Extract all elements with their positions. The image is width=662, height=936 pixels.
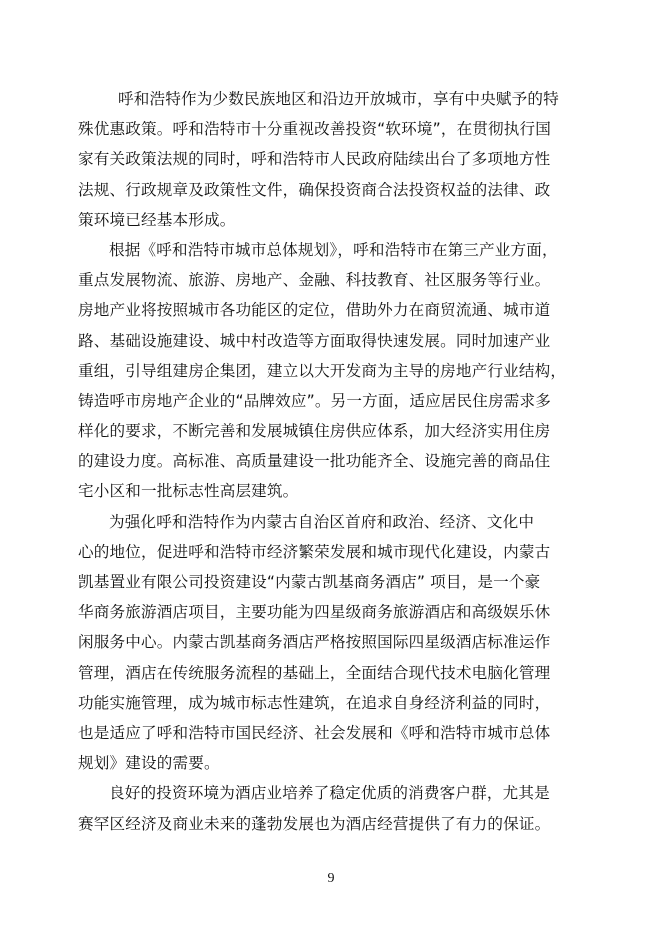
paragraph-line: 功能实施管理，成为城市标志性建筑，在追求自身经济利益的同时， bbox=[78, 693, 551, 712]
paragraph-line: 规划》建设的需要。 bbox=[78, 754, 220, 773]
paragraph-line: 殊优惠政策。呼和浩特市十分重视改善投资“软环境”，在贯彻执行国 bbox=[78, 120, 552, 139]
paragraph-line: 路、基础设施建设、城中村改造等方面取得快速发展。同时加速产业 bbox=[78, 331, 551, 350]
paragraph-line: 重组，引导组建房企集团，建立以大开发商为主导的房地产行业结构， bbox=[78, 361, 567, 380]
paragraph-line: 心的地位，促进呼和浩特市经济繁荣发展和城市现代化建设，内蒙古 bbox=[78, 542, 551, 561]
paragraph-line: 根据《呼和浩特市城市总体规划》，呼和浩特市在第三产业方面， bbox=[109, 240, 558, 259]
paragraph-line: 良好的投资环境为酒店业培养了稳定优质的消费客户群，尤其是 bbox=[109, 784, 550, 803]
paragraph-line: 华商务旅游酒店项目，主要功能为四星级商务旅游酒店和高级娱乐休 bbox=[78, 603, 551, 622]
paragraph-line: 策环境已经基本形成。 bbox=[78, 210, 236, 229]
paragraph-line: 的建设力度。高标准、高质量建设一批功能齐全、设施完善的商品住 bbox=[78, 452, 551, 471]
paragraph-investment-policy bbox=[78, 84, 568, 235]
paragraph-line: 为强化呼和浩特作为内蒙古自治区首府和政治、经济、文化中 bbox=[109, 512, 535, 531]
body-text bbox=[78, 84, 568, 839]
paragraph-line: 样化的要求，不断完善和发展城镇住房供应体系，加大经济实用住房 bbox=[78, 422, 551, 441]
paragraph-line: 闲服务中心。内蒙古凯基商务酒店严格按照国际四星级酒店标准运作 bbox=[78, 633, 551, 652]
paragraph-customer-base bbox=[78, 778, 568, 838]
page-number: 9 bbox=[327, 871, 335, 886]
paragraph-line: 重点发展物流、旅游、房地产、金融、科技教育、社区服务等行业。 bbox=[78, 271, 551, 290]
paragraph-line: 也是适应了呼和浩特市国民经济、社会发展和《呼和浩特市城市总体 bbox=[78, 723, 551, 742]
paragraph-line: 赛罕区经济及商业未来的蓬勃发展也为酒店经营提供了有力的保证。 bbox=[78, 814, 551, 833]
paragraph-line: 法规、行政规章及政策性文件，确保投资商合法投资权益的法律、政 bbox=[78, 180, 551, 199]
paragraph-city-plan bbox=[78, 235, 568, 507]
paragraph-line: 宅小区和一批标志性高层建筑。 bbox=[78, 482, 299, 501]
paragraph-line: 房地产业将按照城市各功能区的定位，借助外力在商贸流通、城市道 bbox=[78, 301, 551, 320]
paragraph-hotel-project bbox=[78, 507, 568, 779]
paragraph-line: 凯基置业有限公司投资建设“内蒙古凯基商务酒店” 项目，是一个豪 bbox=[78, 573, 541, 591]
paragraph-line: 铸造呼市房地产企业的“品牌效应”。另一方面，适应居民住房需求多 bbox=[78, 391, 552, 410]
paragraph-line: 呼和浩特作为少数民族地区和沿边开放城市，享有中央赋予的特 bbox=[118, 90, 559, 108]
paragraph-line: 家有关政策法规的同时，呼和浩特市人民政府陆续出台了多项地方性 bbox=[78, 150, 551, 169]
paragraph-line: 管理，酒店在传统服务流程的基础上，全面结合现代技术电脑化管理 bbox=[78, 663, 551, 682]
